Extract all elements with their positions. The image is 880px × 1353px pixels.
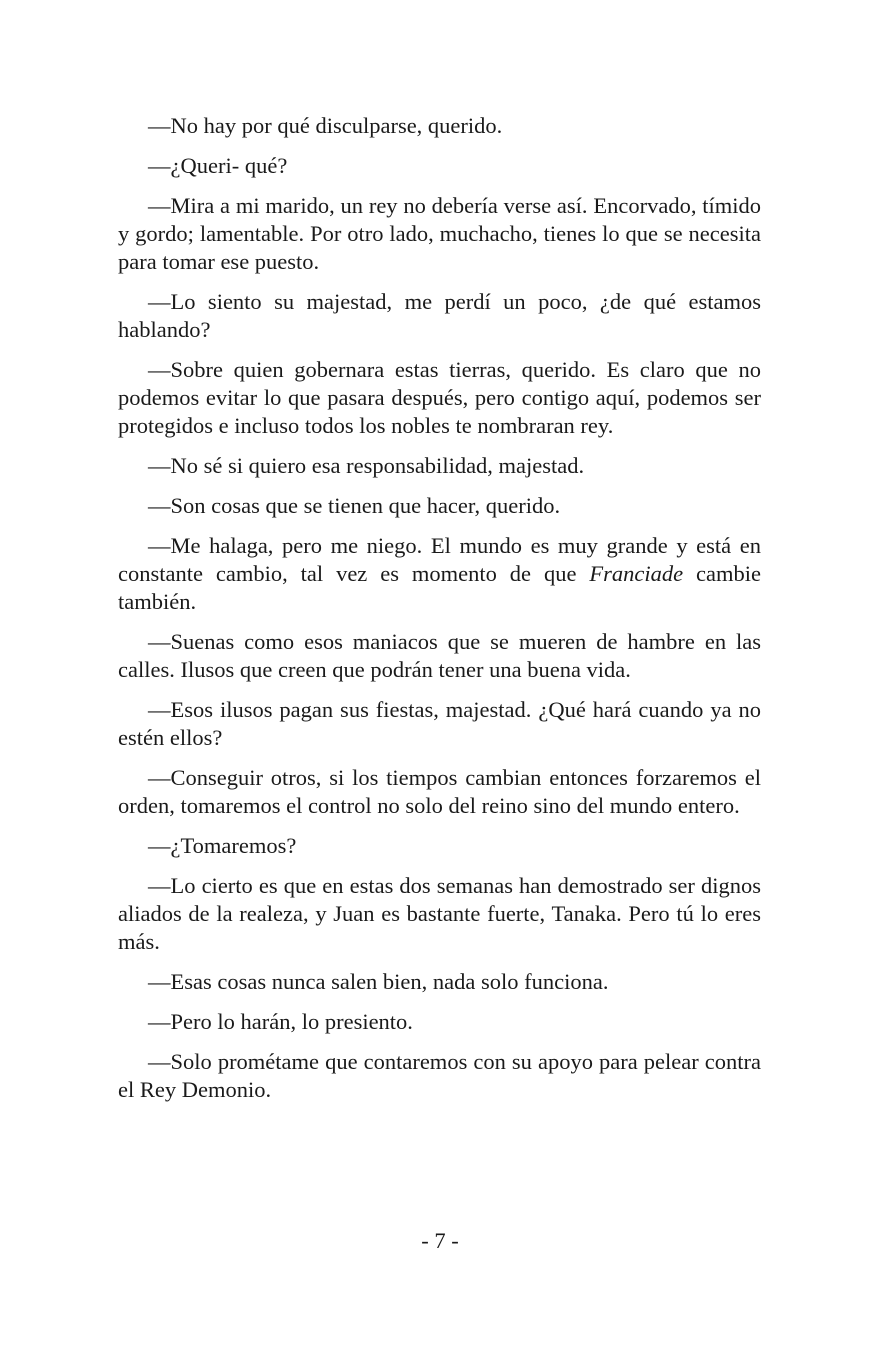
text-run: cambie también. xyxy=(118,561,761,614)
text-run: —Esos ilusos pagan sus fiestas, majestad. ¿Qué hará cuando ya no estén ellos? xyxy=(118,697,761,750)
paragraph xyxy=(118,152,761,180)
paragraph xyxy=(118,696,761,752)
page-number: - 7 - xyxy=(421,1228,459,1253)
text-run: —No sé si quiero esa responsabilidad, majestad. xyxy=(148,453,585,478)
text-run: —Esas cosas nunca salen bien, nada solo funciona. xyxy=(148,969,609,994)
text-run: —Suenas como esos maniacos que se mueren de hambre en las calles. Ilusos que creen que podrán tener una buena vida. xyxy=(118,629,761,682)
text-run: —Solo prométame que contaremos con su apoyo para pelear contra el Rey Demonio. xyxy=(118,1049,761,1102)
paragraph xyxy=(118,872,761,956)
paragraph xyxy=(118,968,761,996)
text-run: —No hay por qué disculparse, querido. xyxy=(148,113,503,138)
paragraph xyxy=(118,112,761,140)
text-run: —Sobre quien gobernara estas tierras, querido. Es claro que no podemos evitar lo que pasara después, pero contigo aquí, podemos ser protegidos e incluso todos los nobles te nombraran rey. xyxy=(118,357,761,438)
text-run: —Son cosas que se tienen que hacer, querido. xyxy=(148,493,561,518)
text-run: —Pero lo harán, lo presiento. xyxy=(148,1009,413,1034)
paragraph xyxy=(118,1048,761,1104)
paragraph xyxy=(118,764,761,820)
text-run: —Mira a mi marido, un rey no debería verse así. Encorvado, tímido y gordo; lamentable. Por otro lado, muchacho, tienes lo que se necesita para tomar ese puesto. xyxy=(118,193,761,274)
paragraph xyxy=(118,288,761,344)
text-run: —Lo siento su majestad, me perdí un poco, ¿de qué estamos hablando? xyxy=(118,289,761,342)
paragraph xyxy=(118,356,761,440)
paragraph xyxy=(118,832,761,860)
text-run: —Lo cierto es que en estas dos semanas han demostrado ser dignos aliados de la realeza, y Juan es bastante fuerte, Tanaka. Pero tú lo eres más. xyxy=(118,873,761,954)
text-run: —¿Queri- qué? xyxy=(148,153,288,178)
page-body xyxy=(118,112,761,1116)
text-run: —Me halaga, pero me niego. El mundo es muy grande y está en constante cambio, tal vez es momento de que xyxy=(118,533,761,586)
paragraph xyxy=(118,532,761,616)
paragraph xyxy=(118,452,761,480)
text-run: —¿Tomaremos? xyxy=(148,833,297,858)
paragraph xyxy=(118,628,761,684)
italic-text: Franciade xyxy=(589,561,684,586)
paragraph xyxy=(118,492,761,520)
paragraph xyxy=(118,1008,761,1036)
text-run: —Conseguir otros, si los tiempos cambian entonces forzaremos el orden, tomaremos el control no solo del reino sino del mundo entero. xyxy=(118,765,761,818)
paragraph xyxy=(118,192,761,276)
